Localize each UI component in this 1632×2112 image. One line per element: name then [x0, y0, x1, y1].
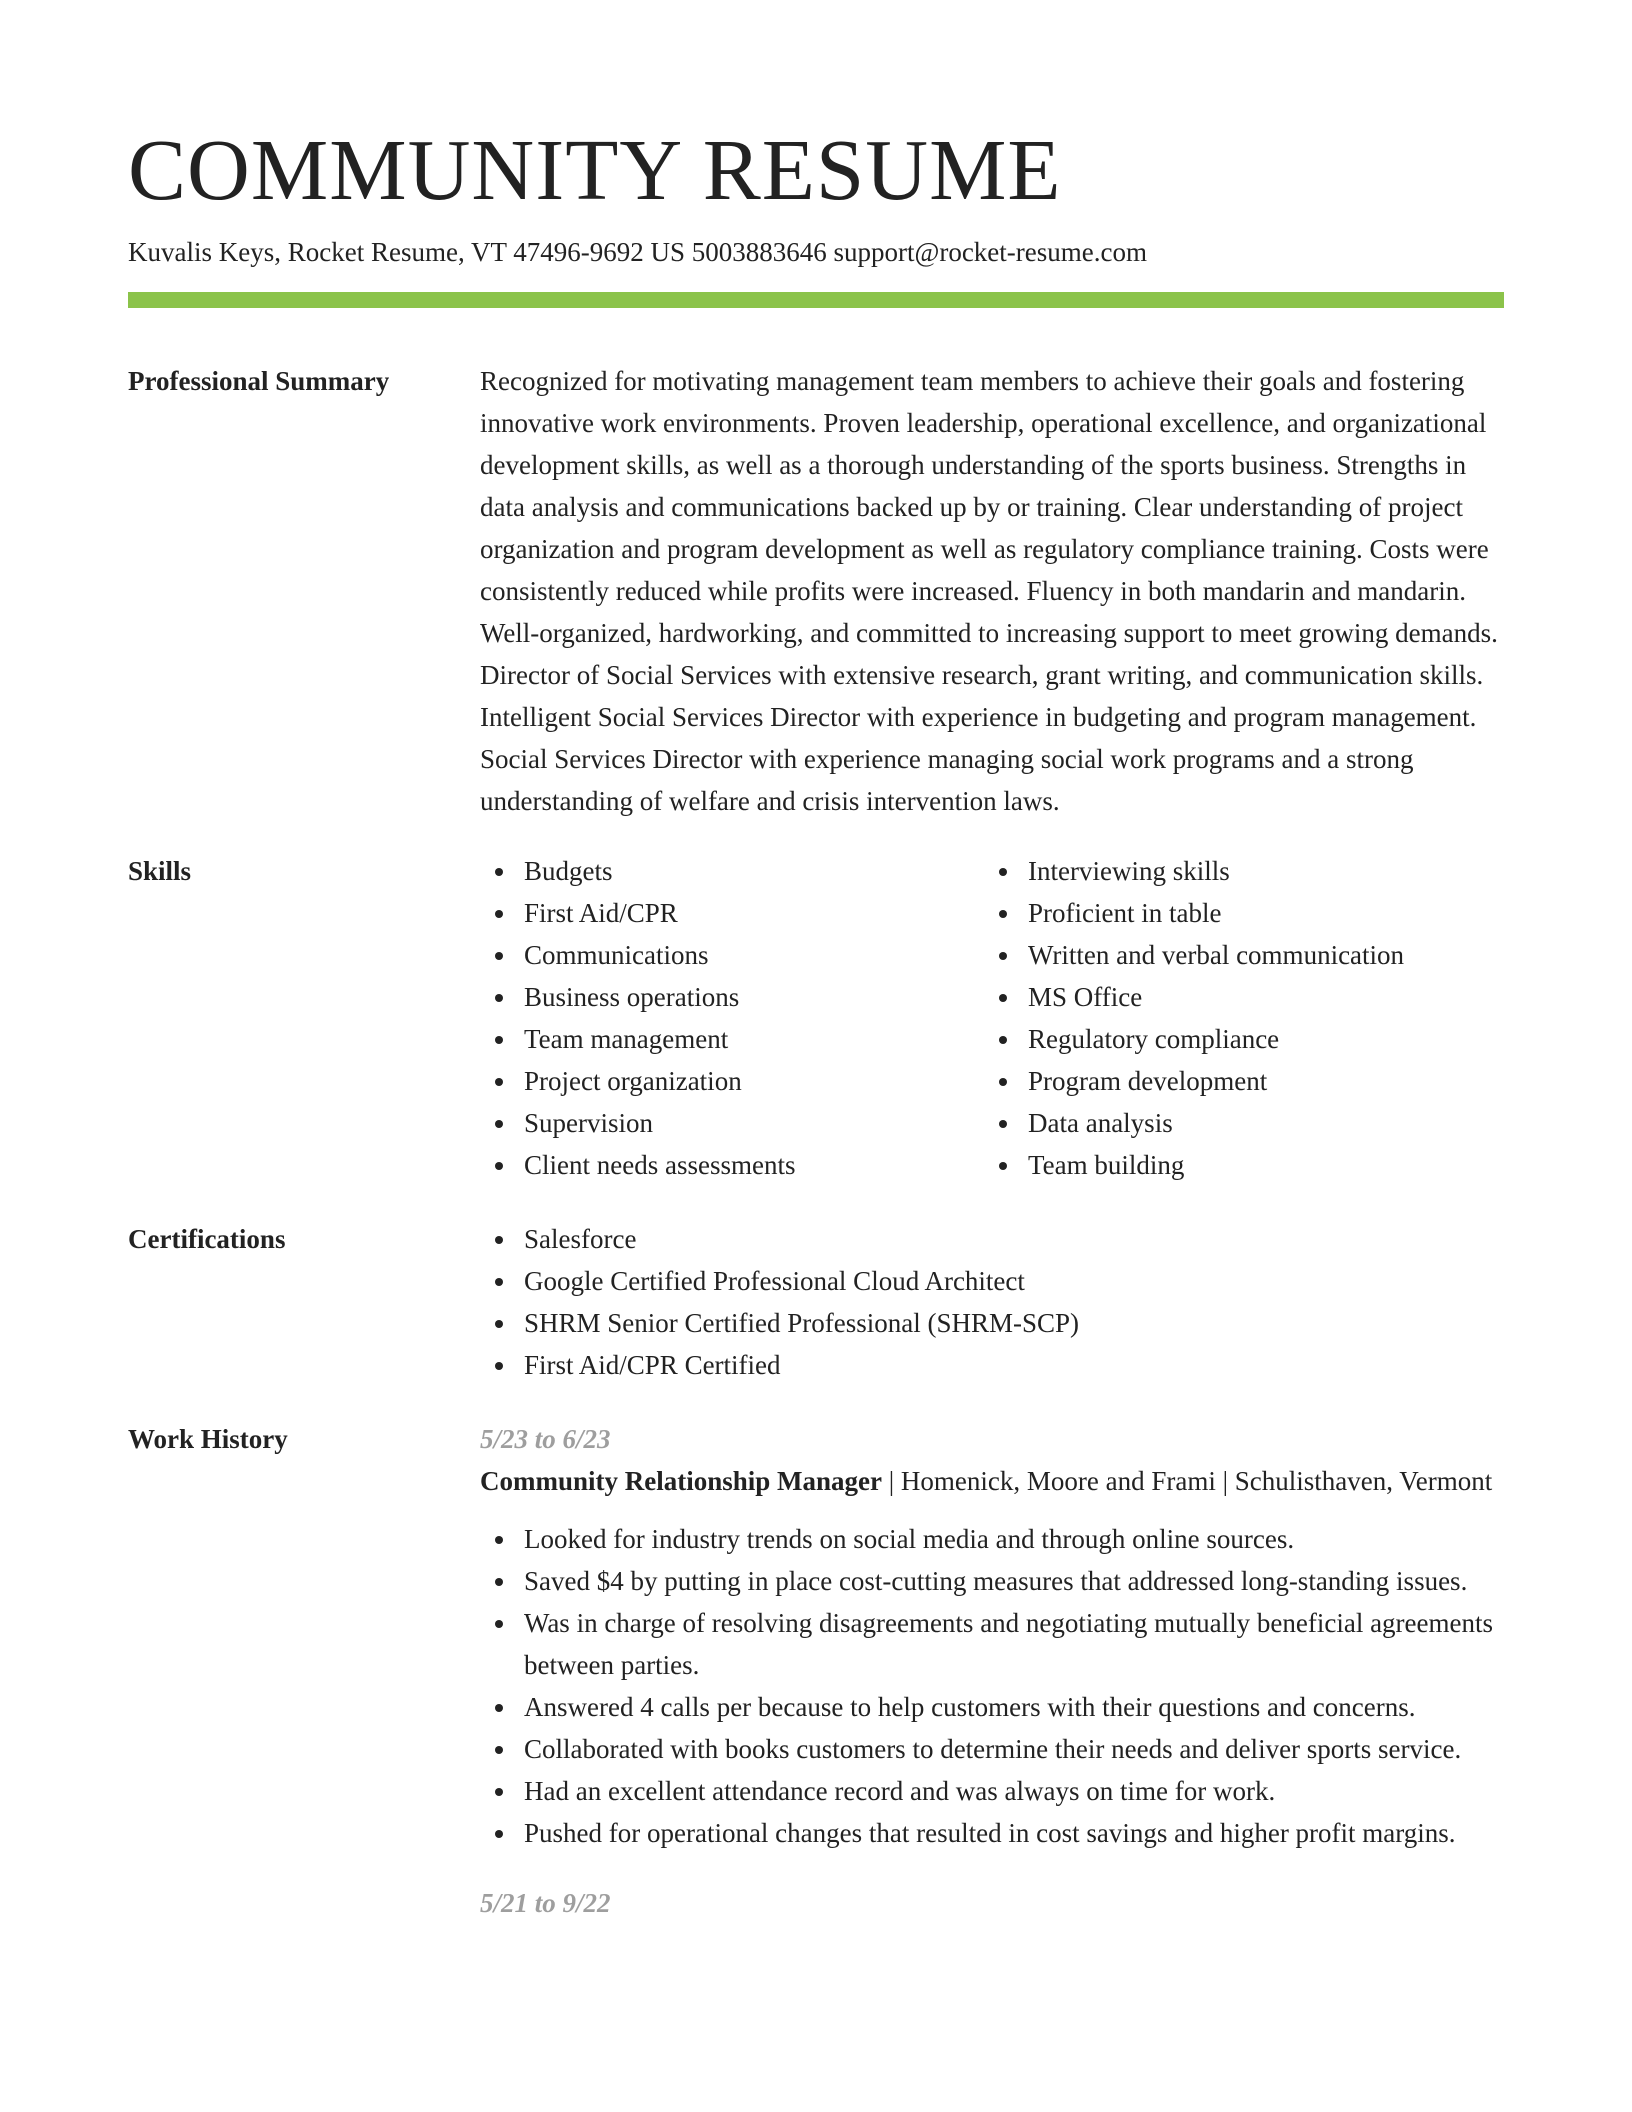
skill-item: Interviewing skills [984, 850, 1488, 892]
skills-heading: Skills [128, 856, 192, 886]
job-duty: Had an excellent attendance record and was always on time for work. [480, 1770, 1504, 1812]
job-entry [480, 1418, 1504, 1854]
job-duties-list [480, 1518, 1504, 1854]
job-employer-location: | Homenick, Moore and Frami | Schulisthaven, Vermont [882, 1466, 1493, 1496]
skill-item: First Aid/CPR [480, 892, 984, 934]
work-history-section [128, 1418, 1504, 1924]
job-duty: Looked for industry trends on social media and through online sources. [480, 1518, 1504, 1560]
skills-column-left [480, 850, 984, 1186]
skill-item: MS Office [984, 976, 1488, 1018]
certification-item: SHRM Senior Certified Professional (SHRM-SCP) [480, 1302, 1504, 1344]
skill-item: Client needs assessments [480, 1144, 984, 1186]
job-dates: 5/23 to 6/23 [480, 1424, 611, 1454]
work-history-heading: Work History [128, 1424, 288, 1454]
skills-section [128, 850, 1504, 1186]
certifications-heading: Certifications [128, 1224, 286, 1254]
certification-item: First Aid/CPR Certified [480, 1344, 1504, 1386]
skill-item: Team building [984, 1144, 1488, 1186]
skills-column-right [984, 850, 1488, 1186]
job-duty: Pushed for operational changes that resulted in cost savings and higher profit margins. [480, 1812, 1504, 1854]
skill-item: Business operations [480, 976, 984, 1018]
skill-item: Data analysis [984, 1102, 1488, 1144]
skill-item: Regulatory compliance [984, 1018, 1488, 1060]
resume-title: COMMUNITY RESUME [128, 121, 1062, 218]
certifications-list [480, 1218, 1504, 1386]
job-title: Community Relationship Manager [480, 1466, 883, 1496]
summary-heading: Professional Summary [128, 366, 390, 396]
skill-item: Communications [480, 934, 984, 976]
summary-section [128, 360, 1504, 822]
job-entry [480, 1882, 1504, 1924]
skill-item: Proficient in table [984, 892, 1488, 934]
job-duty: Answered 4 calls per because to help customers with their questions and concerns. [480, 1686, 1504, 1728]
job-duty: Collaborated with books customers to determine their needs and deliver sports service. [480, 1728, 1504, 1770]
job-header [480, 1460, 1504, 1502]
summary-text: Recognized for motivating management team members to achieve their goals and fostering innovative work environments. Proven leadership, operational excellence, and organizational development skills, as well as a thorough understanding of the sports business. Strengths in data analysis and communications backed up by or training. Clear understanding of project organization and program development as well as regulatory compliance training. Costs were consistently reduced while profits were increased. Fluency in both mandarin and mandarin. Well-organized, hardworking, and committed to increasing support to meet growing demands. Director of Social Services with extensive research, grant writing, and communication skills. Intelligent Social Services Director with experience in budgeting and program management. Social Services Director with experience managing social work programs and a strong understanding of welfare and crisis intervention laws. [480, 366, 1498, 816]
skill-item: Budgets [480, 850, 984, 892]
job-dates: 5/21 to 9/22 [480, 1888, 611, 1918]
contact-line: Kuvalis Keys, Rocket Resume, VT 47496-9692 US 5003883646 support@rocket-resume.com [128, 237, 1147, 267]
skill-item: Project organization [480, 1060, 984, 1102]
skill-item: Team management [480, 1018, 984, 1060]
certifications-section [128, 1218, 1504, 1386]
skill-item: Program development [984, 1060, 1488, 1102]
certification-item: Salesforce [480, 1218, 1504, 1260]
skill-item: Supervision [480, 1102, 984, 1144]
job-duty: Was in charge of resolving disagreements and negotiating mutually beneficial agreements between parties. [480, 1602, 1504, 1686]
certification-item: Google Certified Professional Cloud Architect [480, 1260, 1504, 1302]
skill-item: Written and verbal communication [984, 934, 1488, 976]
header-divider [128, 292, 1504, 308]
resume-page [128, 0, 1504, 1924]
job-duty: Saved $4 by putting in place cost-cutting measures that addressed long-standing issues. [480, 1560, 1504, 1602]
